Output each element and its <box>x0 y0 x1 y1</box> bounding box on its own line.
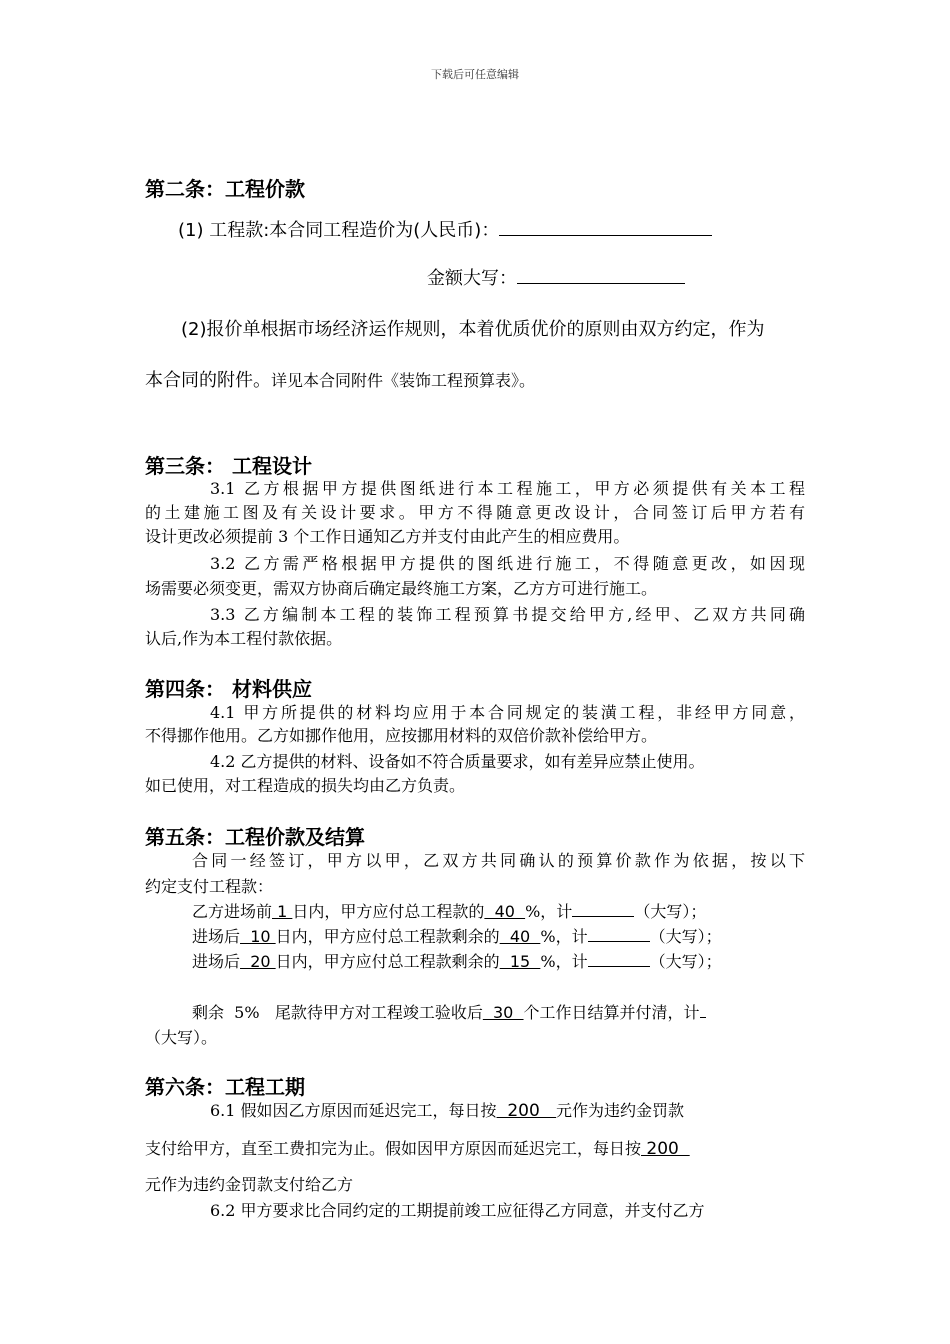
payment-percent: 40 <box>484 902 526 921</box>
remaining-payment-line: 剩余 5% 尾款待甲方对工程竣工验收后 30 个工作日结算并付清，计 <box>192 1000 706 1023</box>
payment-days: 1 <box>272 902 293 921</box>
art3-line: 的土建施工图及有关设计要求。甲方不得随意更改设计，合同签订后甲方若有 <box>145 503 805 522</box>
art3-line: 设计更改必须提前 3 个工作日通知乙方并支付由此产生的相应费用。 <box>145 527 630 546</box>
art6-line: 6.1 假如因乙方原因而延迟完工，每日按 200 元作为违约金罚款 <box>210 1101 685 1121</box>
art3-line: 3.2 乙方需严格根据甲方提供的图纸进行施工，不得随意更改，如因现 <box>210 554 805 573</box>
art4-line: 4.2 乙方提供的材料、设备如不符合质量要求，如有差异应禁止使用。 <box>210 752 705 771</box>
art5-line: 约定支付工程款： <box>145 877 274 896</box>
contract-price-line <box>178 216 712 242</box>
penalty-amount: 200 <box>496 1101 557 1121</box>
article-4-title: 第四条： 材料供应 <box>145 677 312 701</box>
art3-line: 场需要必须变更，需双方协商后确定最终施工方案，乙方方可进行施工。 <box>145 579 658 598</box>
payment-days: 20 <box>240 952 276 971</box>
remaining-payment-line2: （大写）。 <box>145 1028 218 1047</box>
payment-amount-blank <box>588 950 650 967</box>
contract-price-label: (1) 工程款:本合同工程造价为(人民币)： <box>178 220 500 241</box>
art4-line: 如已使用，对工程造成的损失均由乙方负责。 <box>145 776 466 795</box>
art6-line: 支付给甲方，直至工费扣完为止。假如因甲方原因而延迟完工，每日按 200 <box>145 1139 690 1159</box>
article-2-title: 第二条：工程价款 <box>145 177 305 201</box>
penalty-amount: 200 <box>641 1139 690 1159</box>
amount-in-words-label: 金额大写： <box>427 268 517 289</box>
art6-line: 元作为违约金罚款支付给乙方 <box>145 1175 354 1194</box>
article-6-title: 第六条：工程工期 <box>145 1075 305 1099</box>
art3-line: 认后,作为本工程付款依据。 <box>145 629 343 648</box>
remaining-amount-blank <box>700 1001 706 1018</box>
art5-line: 合同一经签订，甲方以甲，乙双方共同确认的预算价款作为依据，按以下 <box>192 851 805 870</box>
payment-amount-blank <box>572 900 634 917</box>
art6-line: 6.2 甲方要求比合同约定的工期提前竣工应征得乙方同意，并支付乙方 <box>210 1201 705 1220</box>
payment-percent: 40 <box>499 927 541 946</box>
payment-row-2: 进场后 10 日内，甲方应付总工程款剩余的 40 %，计 （大写）； <box>192 927 722 946</box>
quotation-paragraph-line2: 本合同的附件。详见本合同附件《装饰工程预算表》。 <box>145 370 536 391</box>
art3-line: 3.1 乙方根据甲方提供图纸进行本工程施工，甲方必须提供有关本工程 <box>210 479 805 498</box>
payment-percent: 15 <box>499 952 541 971</box>
art3-line: 3.3 乙方编制本工程的装饰工程预算书提交给甲方,经甲、乙双方共同确 <box>210 605 805 624</box>
art4-line: 不得挪作他用。乙方如挪作他用，应按挪用材料的双倍价款补偿给甲方。 <box>145 726 658 745</box>
payment-row-3: 进场后 20 日内，甲方应付总工程款剩余的 15 %，计 （大写）； <box>192 952 722 971</box>
contract-price-blank <box>499 217 712 236</box>
amount-in-words-blank <box>517 265 685 284</box>
art4-line: 4.1 甲方所提供的材料均应用于本合同规定的装潢工程，非经甲方同意， <box>210 703 805 722</box>
payment-days: 10 <box>240 927 276 946</box>
article-5-title: 第五条：工程价款及结算 <box>145 825 365 849</box>
payment-amount-blank <box>588 925 650 942</box>
payment-row-1: 乙方进场前 1 日内，甲方应付总工程款的 40 %，计 （大写）； <box>192 902 707 921</box>
quotation-paragraph-line1: (2)报价单根据市场经济运作规则，本着优质优价的原则由双方约定，作为 <box>181 319 765 340</box>
amount-in-words-line <box>427 264 685 290</box>
remaining-days: 30 <box>482 1003 524 1022</box>
article-3-title: 第三条： 工程设计 <box>145 454 312 478</box>
page-header: 下载后可任意编辑 <box>431 68 519 81</box>
